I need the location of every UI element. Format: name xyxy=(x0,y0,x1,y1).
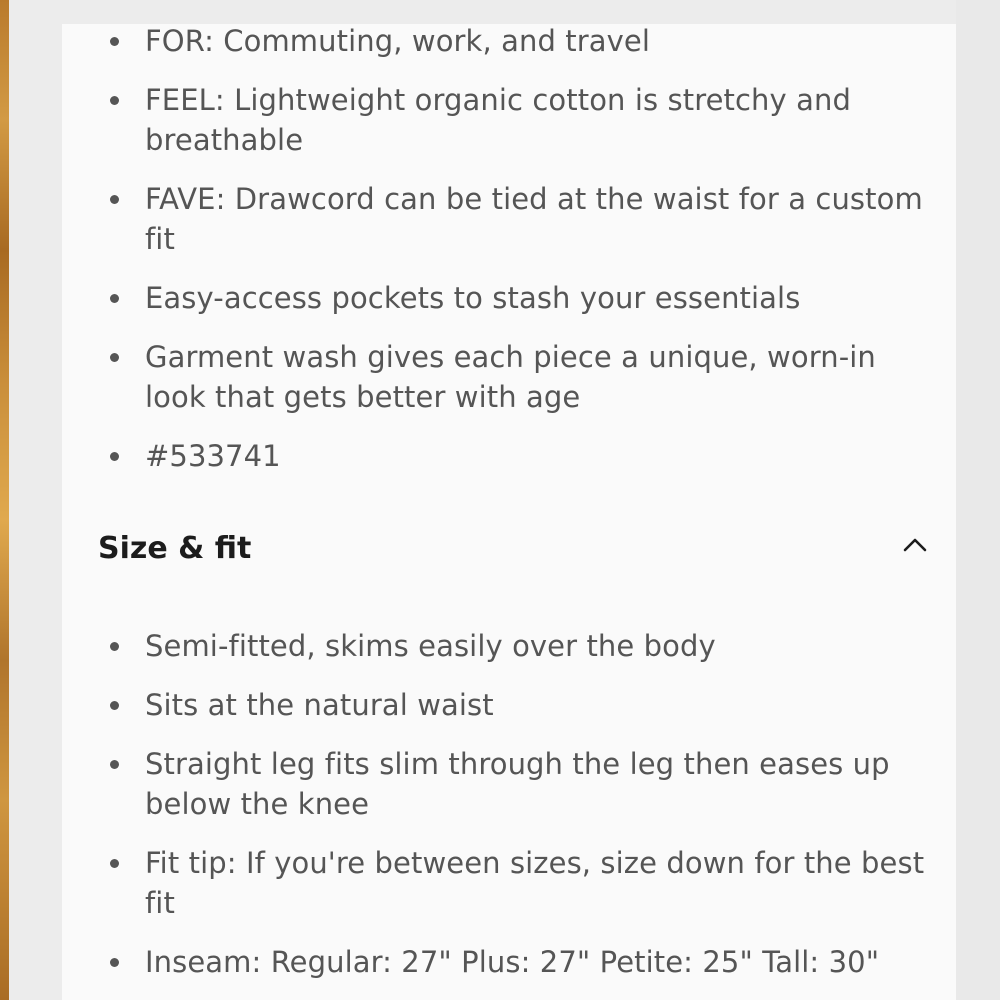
size-fit-accordion-header[interactable] xyxy=(98,527,928,571)
bullet-icon xyxy=(110,958,119,967)
features-list xyxy=(62,24,956,495)
bullet-icon xyxy=(110,642,119,651)
list-item xyxy=(62,179,956,259)
list-item xyxy=(62,278,956,318)
bullet-icon xyxy=(110,96,119,105)
list-item xyxy=(62,337,956,417)
bullet-icon xyxy=(110,701,119,710)
bullet-icon xyxy=(110,452,119,461)
list-item xyxy=(62,24,956,61)
list-item-text: FAVE: Drawcord can be tied at the waist for a custom fit xyxy=(145,182,923,256)
wood-background-edge xyxy=(0,0,9,1000)
list-item-text: Sits at the natural waist xyxy=(145,688,494,722)
list-item xyxy=(62,436,956,476)
bullet-icon xyxy=(110,294,119,303)
bullet-icon xyxy=(110,859,119,868)
section-title: Size & fit xyxy=(98,531,252,566)
list-item xyxy=(62,843,956,923)
list-item-text: Easy-access pockets to stash your essentials xyxy=(145,281,801,315)
size-fit-list xyxy=(62,626,956,1000)
list-item xyxy=(62,744,956,824)
list-item-text: Straight leg fits slim through the leg then eases up below the knee xyxy=(145,747,890,821)
list-item xyxy=(62,685,956,725)
list-item-text: FOR: Commuting, work, and travel xyxy=(145,24,650,58)
list-item-text: Inseam: Regular: 27" Plus: 27" Petite: 25" Tall: 30" xyxy=(145,945,880,979)
list-item-text: FEEL: Lightweight organic cotton is stretchy and breathable xyxy=(145,83,851,157)
bullet-icon xyxy=(110,353,119,362)
bullet-icon xyxy=(110,195,119,204)
list-item xyxy=(62,80,956,160)
product-details-panel xyxy=(62,24,956,1000)
bullet-icon xyxy=(110,760,119,769)
list-item-text: #533741 xyxy=(145,439,281,473)
list-item-text: Fit tip: If you're between sizes, size down for the best fit xyxy=(145,846,925,920)
list-item xyxy=(62,626,956,666)
list-item-text: Garment wash gives each piece a unique, worn-in look that gets better with age xyxy=(145,340,876,414)
background-margin xyxy=(956,0,1000,1000)
list-item xyxy=(62,942,956,982)
list-item-text: Semi-fitted, skims easily over the body xyxy=(145,629,716,663)
bullet-icon xyxy=(110,37,119,46)
chevron-up-icon[interactable] xyxy=(902,535,928,553)
